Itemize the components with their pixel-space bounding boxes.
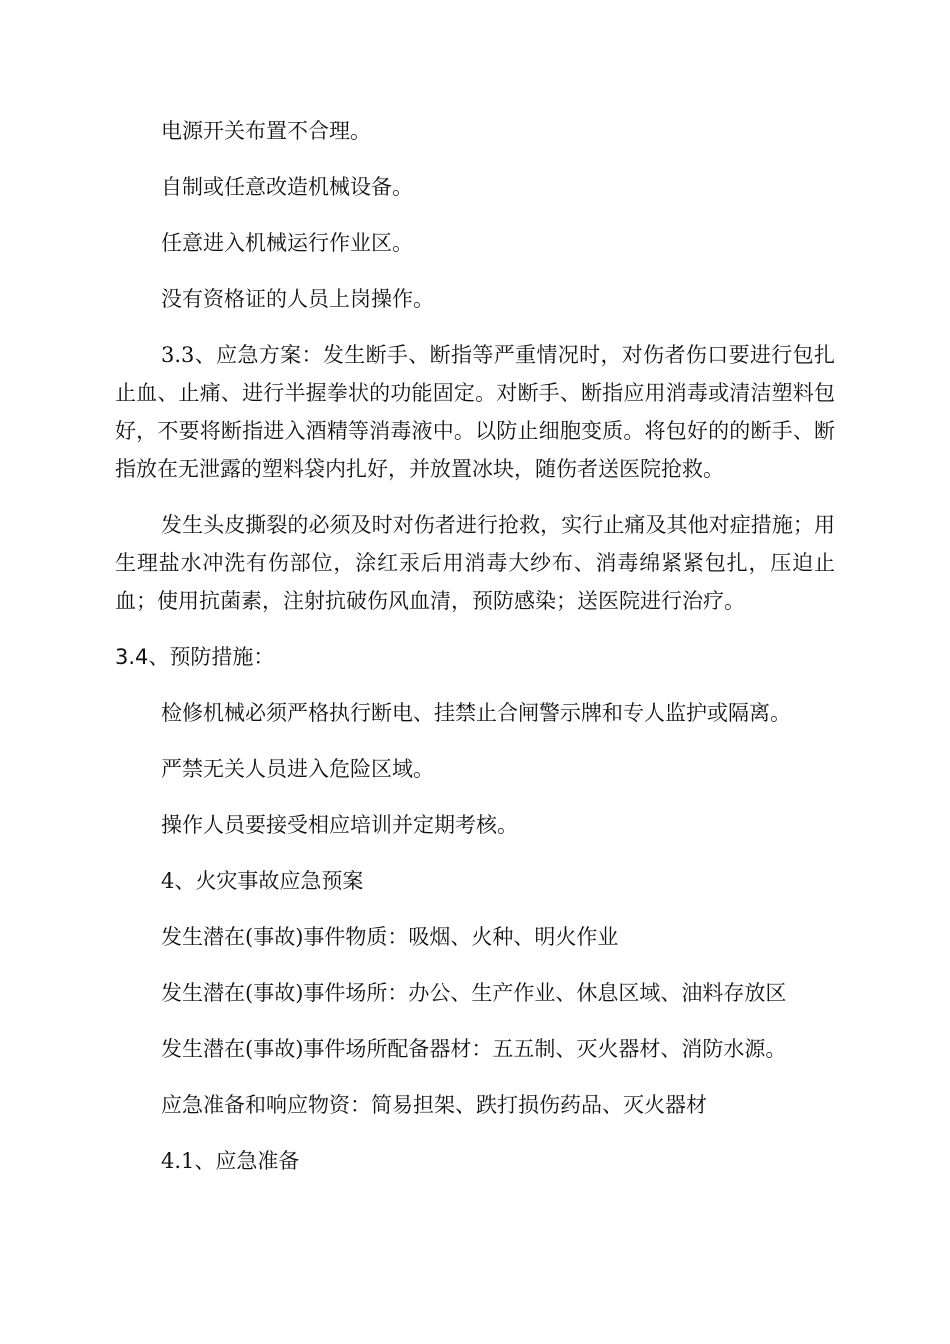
- emergency-supplies: 应急准备和响应物资：简易担架、跌打损伤药品、灭火器材: [161, 1093, 707, 1117]
- section-heading-prevention: [115, 638, 835, 676]
- document-body: [115, 112, 835, 1180]
- prevention-item-restricted-area: 严禁无关人员进入危险区域。: [161, 757, 434, 781]
- fire-plan-title: 4、火灾事故应急预案: [161, 869, 364, 893]
- hazard-line-no-certificate: 没有资格证的人员上岗操作。: [161, 287, 434, 311]
- fire-hazard-substances: 发生潜在(事故)事件物质：吸烟、火种、明火作业: [161, 925, 619, 949]
- scalp-injury-paragraph: 发生头皮撕裂的必须及时对伤者进行抢救，实行止痛及其他对症措施；用生理盐水冲洗有伤部位，涂红汞后用消毒大纱布、消毒绵紧紧包扎，压迫止血；使用抗菌素，注射抗破伤风血清，预防感染；送医院进行治疗。: [115, 513, 835, 613]
- section-number: 3.4: [115, 645, 149, 669]
- hazard-line-power-switch: 电源开关布置不合理。: [161, 119, 371, 143]
- subsection-emergency-prep: 4.1、应急准备: [161, 1149, 300, 1173]
- hazard-line-enter-zone: 任意进入机械运行作业区。: [161, 231, 413, 255]
- emergency-plan-paragraph: 3.3、应急方案：发生断手、断指等严重情况时，对伤者伤口要进行包扎止血、止痛、进行半握拳状的功能固定。对断手、断指应用消毒或清洁塑料包好，不要将断指进入酒精等消毒液中。以防止细胞变质。将包好的的断手、断指放在无泄露的塑料袋内扎好，并放置冰块，随伤者送医院抢救。: [115, 343, 835, 481]
- prevention-item-maintenance: 检修机械必须严格执行断电、挂禁止合闸警示牌和专人监护或隔离。: [161, 701, 791, 725]
- fire-equipment: 发生潜在(事故)事件场所配备器材：五五制、灭火器材、消防水源。: [161, 1037, 787, 1061]
- fire-hazard-locations: 发生潜在(事故)事件场所：办公、生产作业、休息区域、油料存放区: [161, 981, 787, 1005]
- section-heading-text: 、预防措施：: [148, 645, 275, 669]
- prevention-item-training: 操作人员要接受相应培训并定期考核。: [161, 813, 518, 837]
- hazard-line-modify-equipment: 自制或任意改造机械设备。: [161, 175, 413, 199]
